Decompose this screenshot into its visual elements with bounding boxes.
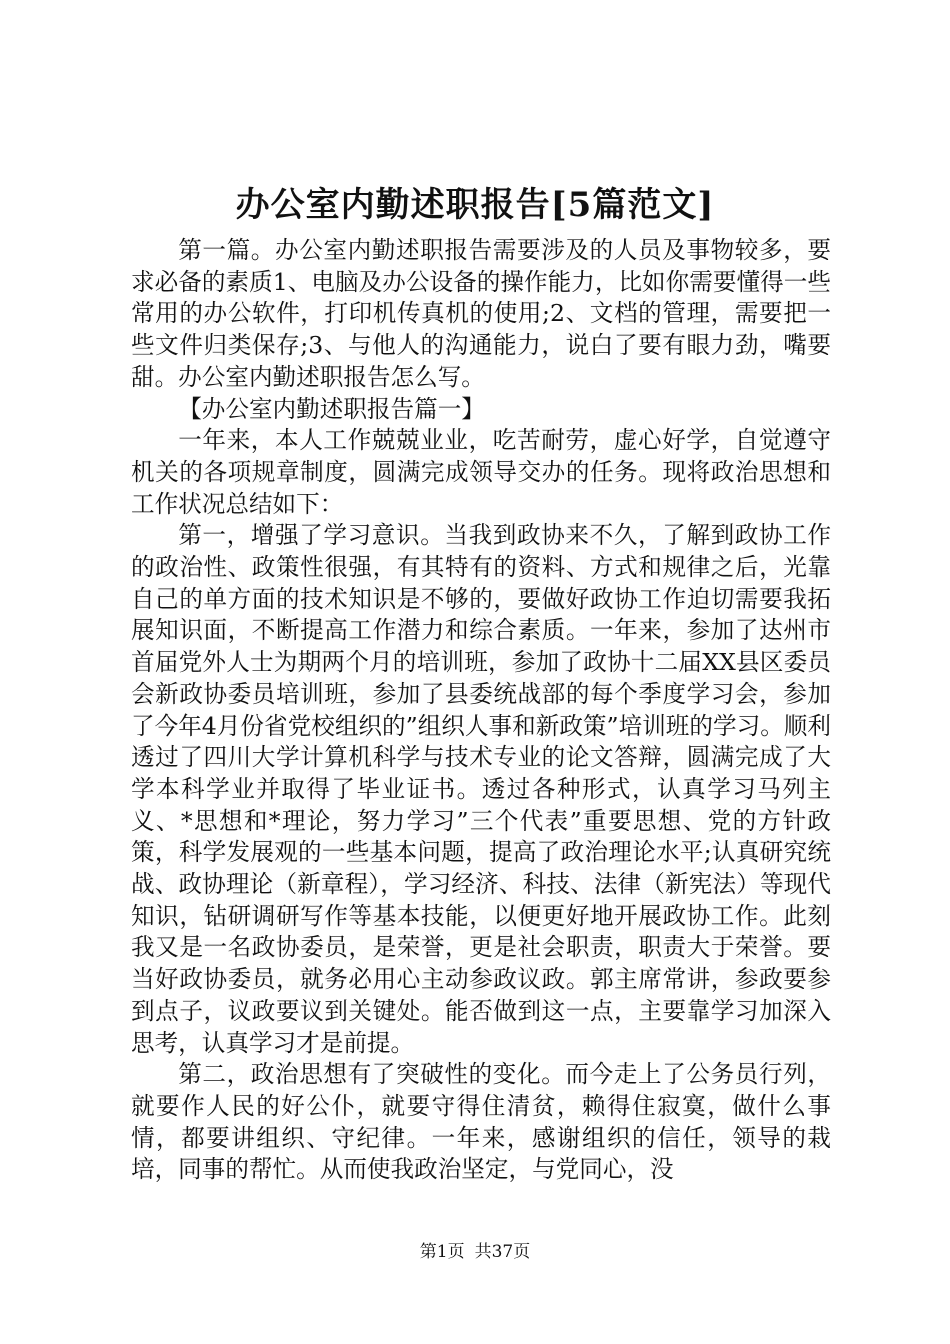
page-footer xyxy=(0,1240,950,1264)
paragraph-point-two: 第二，政治思想有了突破性的变化。而今走上了公务员行列，就要作人民的好公仆，就要守得住清贫，赖得住寂寞，做什么事情，都要讲组织、守纪律。一年来，感谢组织的信任，领导的栽培，同事的帮忙。从而使我政治坚定，与党同心，没 xyxy=(131,1060,831,1184)
page-total: 共37页 xyxy=(474,1242,531,1262)
paragraph-intro: 第一篇。办公室内勤述职报告需要涉及的人员及事物较多，要求必备的素质1、电脑及办公设备的操作能力，比如你需要懂得一些常用的办公软件，打印机传真机的使用;2、文档的管理，需要把一些文件归类保存;3、与他人的沟通能力，说白了要有眼力劲，嘴要甜。办公室内勤述职报告怎么写。 xyxy=(131,236,831,391)
paragraph-section-heading: 【办公室内勤述职报告篇一】 xyxy=(178,394,485,423)
paragraph-point-one: 第一，增强了学习意识。当我到政协来不久，了解到政协工作的政治性、政策性很强，有其特有的资料、方式和规律之后，光靠自己的单方面的技术知识是不够的，要做好政协工作迫切需要我拓展知识面，不断提高工作潜力和综合素质。一年来，参加了达州市首届党外人士为期两个月的培训班，参加了政协十二届XX县区委员会新政协委员培训班，参加了县委统战部的每个季度学习会，参加了今年4月份省党校组织的”组织人事和新政策”培训班的学习。顺利透过了四川大学计算机科学与技术专业的论文答辩，圆满完成了大学本科学业并取得了毕业证书。透过各种形式，认真学习马列主义、*思想和*理论，努力学习”三个代表”重要思想、党的方针政策，科学发展观的一些基本问题，提高了政治理论水平;认真研究统战、政协理论（新章程），学习经济、科技、法律（新宪法）等现代知识，钻研调研写作等基本技能，以便更好地开展政协工作。此刻我又是一名政协委员，是荣誉，更是社会职责，职责大于荣誉。要当好政协委员，就务必用心主动参政议政。郭主席常讲，参政要参到点子，议政要议到关键处。能否做到这一点，主要靠学习加深入思考，认真学习才是前提。 xyxy=(131,521,831,1057)
document-title: 办公室内勤述职报告[5篇范文] xyxy=(235,185,715,225)
paragraph-summary: 一年来，本人工作兢兢业业，吃苦耐劳，虚心好学，自觉遵守机关的各项规章制度，圆满完成领导交办的任务。现将政治思想和工作状况总结如下： xyxy=(131,426,831,518)
page-number: 第1页 xyxy=(419,1242,465,1262)
document-body xyxy=(131,235,831,1186)
